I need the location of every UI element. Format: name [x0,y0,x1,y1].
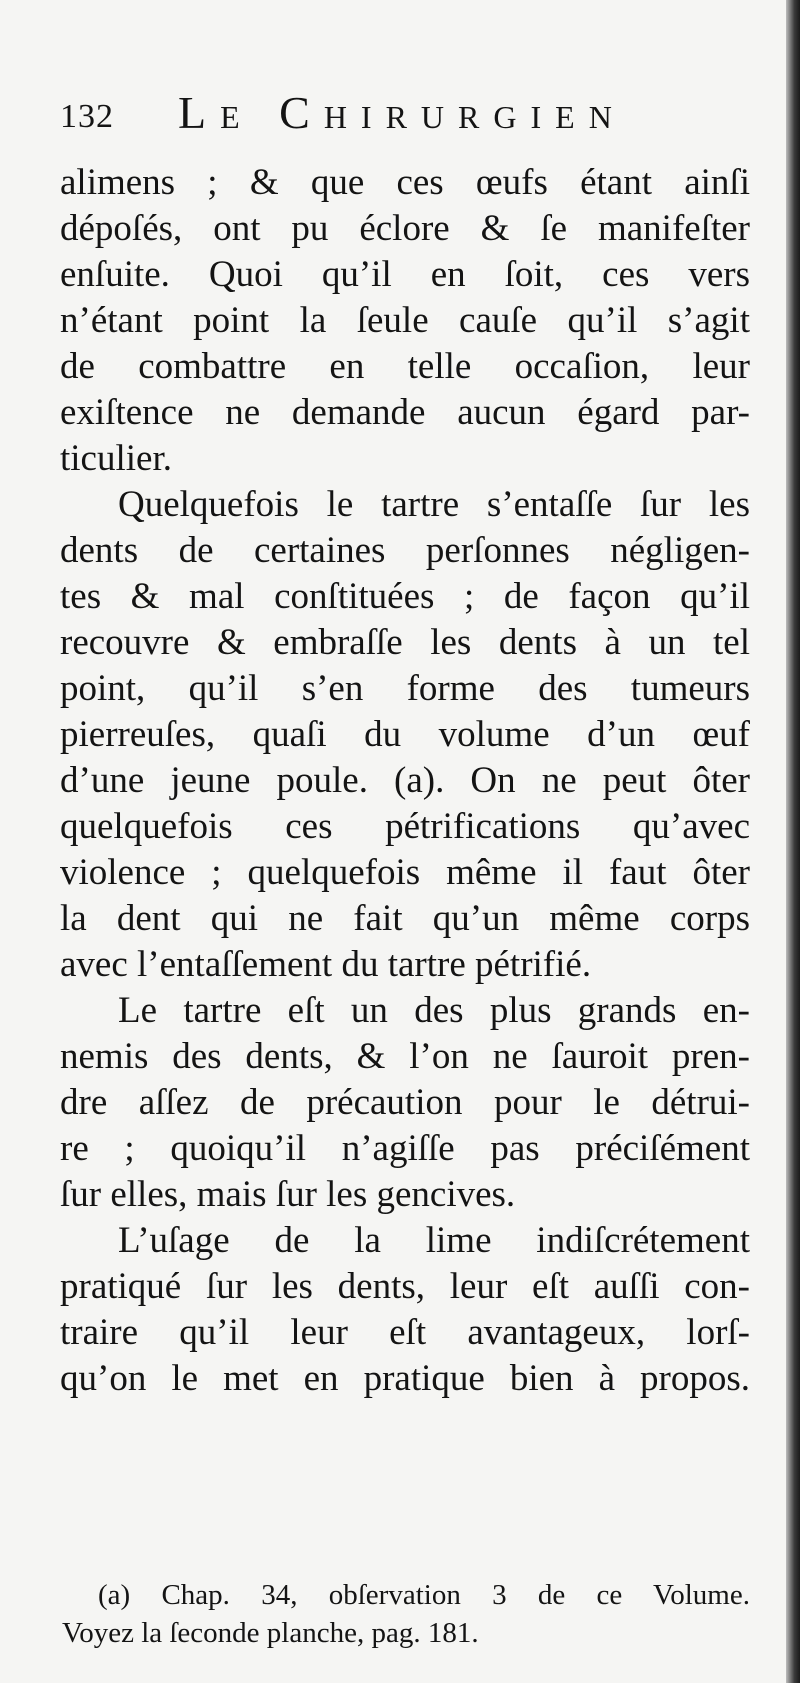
text-line: Le tartre eſt un des plus grands en- [118,990,750,1031]
text-line: la dent qui ne fait qu’un même corps [60,898,750,939]
text-line: nemis des dents, & l’on ne ſauroit pren- [60,1036,750,1077]
text-line: recouvre & embraſſe les dents à un tel [60,622,750,663]
text-line: d’une jeune poule. (a). On ne peut ôter [60,760,750,801]
text-line: qu’on le met en pratique bien à propos. [60,1358,750,1399]
running-head: Le Chirurgien [178,87,626,138]
body-text [60,160,750,1402]
text-line: Quelquefois le tartre s’entaſſe ſur les [118,484,750,525]
text-line: de combattre en telle occaſion, leur [60,346,750,387]
text-line: dents de certaines perſonnes négligen- [60,530,750,571]
text-line: quelquefois ces pétrifications qu’avec [60,806,750,847]
text-line: dépoſés, ont pu éclore & ſe manifeſter [60,208,750,249]
footnote-line: Voyez la ſeconde planche, pag. 181. [62,1617,479,1649]
text-line: point, qu’il s’en forme des tumeurs [60,668,750,709]
page-binding-edge [786,0,800,1683]
text-line: exiſtence ne demande aucun égard par- [60,392,750,433]
text-line: pratiqué ſur les dents, leur eſt auſſi con- [60,1266,750,1307]
text-line: pierreuſes, quaſi du volume d’un œuf [60,714,750,755]
text-line: L’uſage de la lime indiſcrétement [118,1220,750,1261]
text-line: ſur elles, mais ſur les gencives. [60,1174,516,1215]
page-number: 132 [60,98,114,135]
text-line: enſuite. Quoi qu’il en ſoit, ces vers [60,254,750,295]
text-line: ticulier. [60,438,172,479]
footnote [62,1576,750,1652]
text-line: traire qu’il leur eſt avantageux, lorſ- [60,1312,750,1353]
text-line: avec l’entaſſement du tartre pétrifié. [60,944,592,985]
text-line: alimens ; & que ces œufs étant ainſi [60,162,750,203]
footnote-line: (a) Chap. 34, obſervation 3 de ce Volume. [98,1579,750,1611]
text-line: n’étant point la ſeule cauſe qu’il s’agit [60,300,750,341]
text-line: re ; quoiqu’il n’agiſſe pas préciſément [60,1128,750,1169]
text-line: dre aſſez de précaution pour le détrui- [60,1082,750,1123]
page-header [60,86,750,146]
text-line: tes & mal conſtituées ; de façon qu’il [60,576,750,617]
text-line: violence ; quelquefois même il faut ôter [60,852,750,893]
